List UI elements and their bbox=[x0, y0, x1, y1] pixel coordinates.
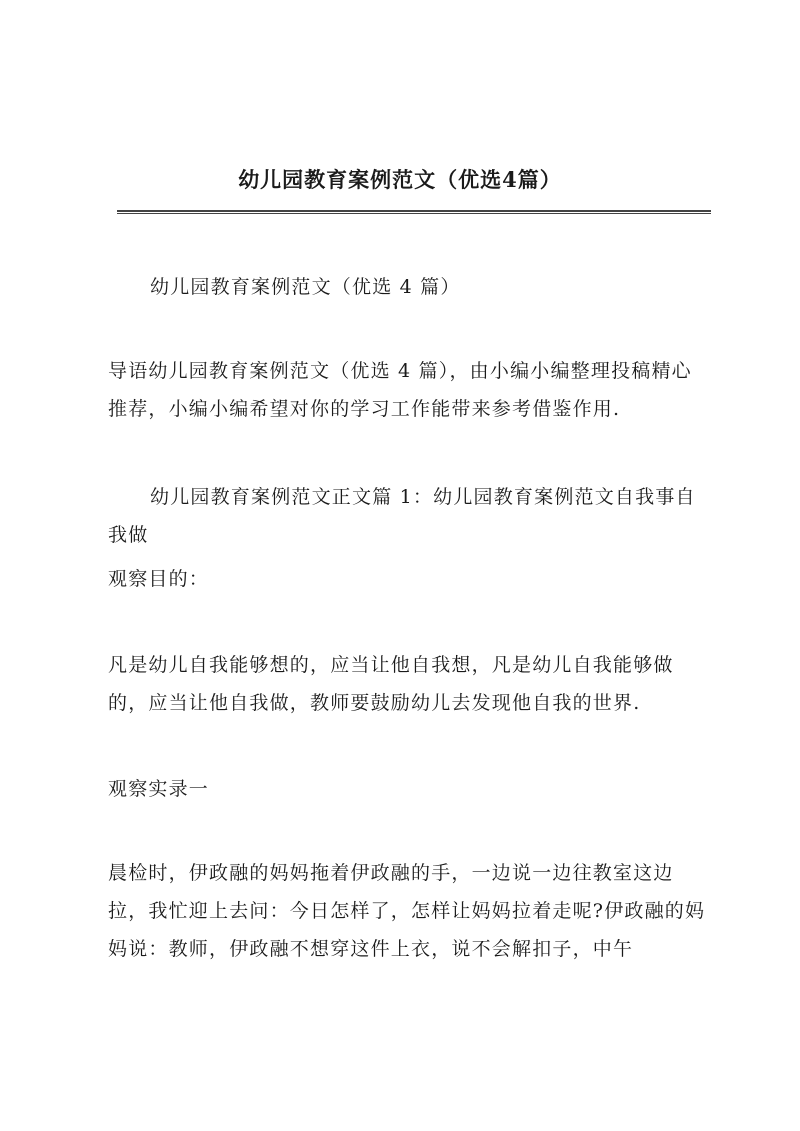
paragraph-chapter-heading: 幼儿园教育案例范文正文篇 1：幼儿园教育案例范文自我事自我做 bbox=[108, 486, 696, 546]
paragraph-intro: 导语幼儿园教育案例范文（优选 4 篇），由小编小编整理投稿精心推荐，小编小编希望对你的学习工作能带来参考借鉴作用. bbox=[108, 360, 692, 420]
title-divider bbox=[117, 210, 711, 214]
paragraph-observation-purpose: 凡是幼儿自我能够想的，应当让他自我想，凡是幼儿自我能够做的，应当让他自我做，教师要鼓励幼儿去发现他自我的世界. bbox=[108, 654, 674, 714]
paragraph-observation-record: 晨检时，伊政融的妈妈拖着伊政融的手，一边说一边往教室这边拉，我忙迎上去问：今日怎样了，怎样让妈妈拉着走呢?伊政融的妈妈说：教师，伊政融不想穿这件上衣，说不会解扣子，中午 bbox=[108, 862, 706, 960]
document-title: 幼儿园教育案例范文（优选4篇） bbox=[238, 167, 562, 192]
paragraph-observation-purpose-label: 观察目的： bbox=[108, 568, 210, 590]
paragraph-subtitle: 幼儿园教育案例范文（优选 4 篇） bbox=[150, 276, 461, 298]
paragraph-observation-record-heading: 观察实录一 bbox=[108, 778, 210, 800]
